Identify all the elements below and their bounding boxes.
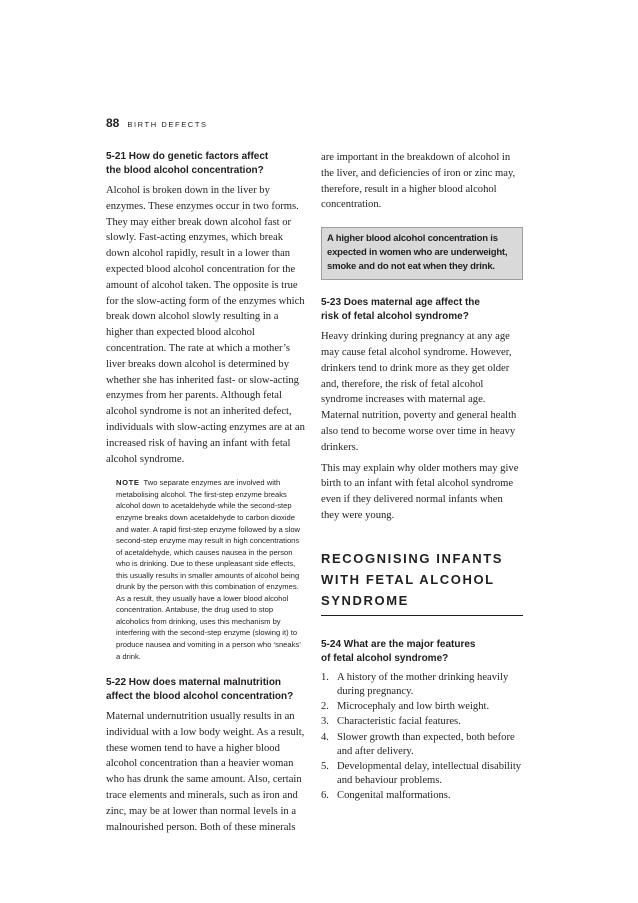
highlight-text: A higher blood alcohol concentration is expected in women who are underweight, smoke and do not eat when they drink. — [327, 233, 508, 273]
running-section-title: BIRTH DEFECTS — [127, 120, 208, 129]
question-5-24-heading: 5-24 What are the major features of fetal alcohol syndrome? — [321, 638, 476, 664]
question-5-23-body-2: This may explain why older mothers may give birth to an infant with fetal alcohol syndrome even if they delivered normal infants when they were young. — [321, 462, 519, 521]
question-5-22-heading: 5-22 How does maternal malnutrition affect the blood alcohol concentration? — [106, 677, 294, 703]
question-5-22-body: Maternal undernutrition usually results in an individual with a low body weight. As a result, these women tend to have a higher blood alcohol concentration than a heavier woman who has drunk the same amount. Also, certain trace elements and minerals, such as iron and zinc, may be at lower than normal levels in a malnourished person. Both of these minerals — [106, 711, 305, 833]
features-list — [321, 671, 523, 804]
note-box — [116, 477, 306, 662]
note-label: NOTE — [116, 478, 140, 488]
page-number: 88 — [106, 116, 120, 130]
list-item: 6. Congenital malformations. — [321, 790, 451, 802]
list-item: 5. Developmental delay, intellectual disability and behaviour problems. — [321, 760, 522, 787]
question-5-23-body-1: Heavy drinking during pregnancy at any age may cause fetal alcohol syndrome. However, drinkers tend to drink more as they get older and, therefore, the risk of fetal alcohol syndrome increases with maternal age. Maternal nutrition, poverty and general health also tend to become worse over time in heavy drinkers. — [321, 331, 517, 453]
question-5-23-heading: 5-23 Does maternal age affect the risk of fetal alcohol syndrome? — [321, 297, 480, 323]
left-column — [106, 150, 306, 840]
running-header — [106, 116, 208, 130]
question-5-21-heading: 5-21 How do genetic factors affect the blood alcohol concentration? — [106, 151, 269, 176]
list-item: 3. Characteristic facial features. — [321, 716, 461, 728]
list-item: 4. Slower growth than expected, both before and after delivery. — [321, 731, 515, 757]
right-column — [321, 150, 523, 805]
question-5-22-continuation: are important in the breakdown of alcohol in the liver, and deficiencies of iron or zinc may, therefore, result in a higher blood alcohol concentration. — [321, 152, 516, 211]
list-item: 1. A history of the mother drinking heavily during pregnancy. — [321, 671, 509, 697]
highlight-box — [321, 227, 523, 280]
section-heading: RECOGNISING INFANTS WITH FETAL ALCOHOL SYNDROME — [321, 548, 523, 616]
question-5-21-body: Alcohol is broken down in the liver by enzymes. These enzymes occur in two forms. They may either break down alcohol fast or slowly. Fast-acting enzymes, which break down alcohol rapidly, result in a lower than expected blood alcohol concentration for the amount of alcohol taken. The opposite is true for the slow-acting form of the enzymes which break down alcohol slowly resulting in a higher than expected blood alcohol concentration. The rate at which a mother’s liver breaks down alcohol is determined by whether she has inherited fast- or slow-acting enzymes from her parents. Although fetal alcohol syndrome is not an inherited defect, individuals with slow-acting enzymes are at an increased risk of having an infant with fetal alcohol syndrome. — [106, 185, 305, 465]
list-item: 2. Microcephaly and low birth weight. — [321, 701, 490, 713]
note-text: Two separate enzymes are involved with metabolising alcohol. The first-step enzyme breaks alcohol down to acetaldehyde while the second-step enzyme breaks down acetaldehyde to carbon dioxide and water. A rapid first-step enzyme followed by a slow second-step enzyme may result in high concentrations of acetaldehyde, which causes nausea in the person who is drinking. Due to these unpleasant side effects, this usually results in smaller amounts of alcohol being drunk by the person with this combination of enzymes. As a result, they usually have a lower blood alcohol concentration. Antabuse, the drug used to stop alcoholics from drinking, uses this mechanism by interfering with the second-step enzyme (slowing it) to produce nausea and vomiting in a person who ‘sneaks’ a drink. — [116, 478, 301, 661]
